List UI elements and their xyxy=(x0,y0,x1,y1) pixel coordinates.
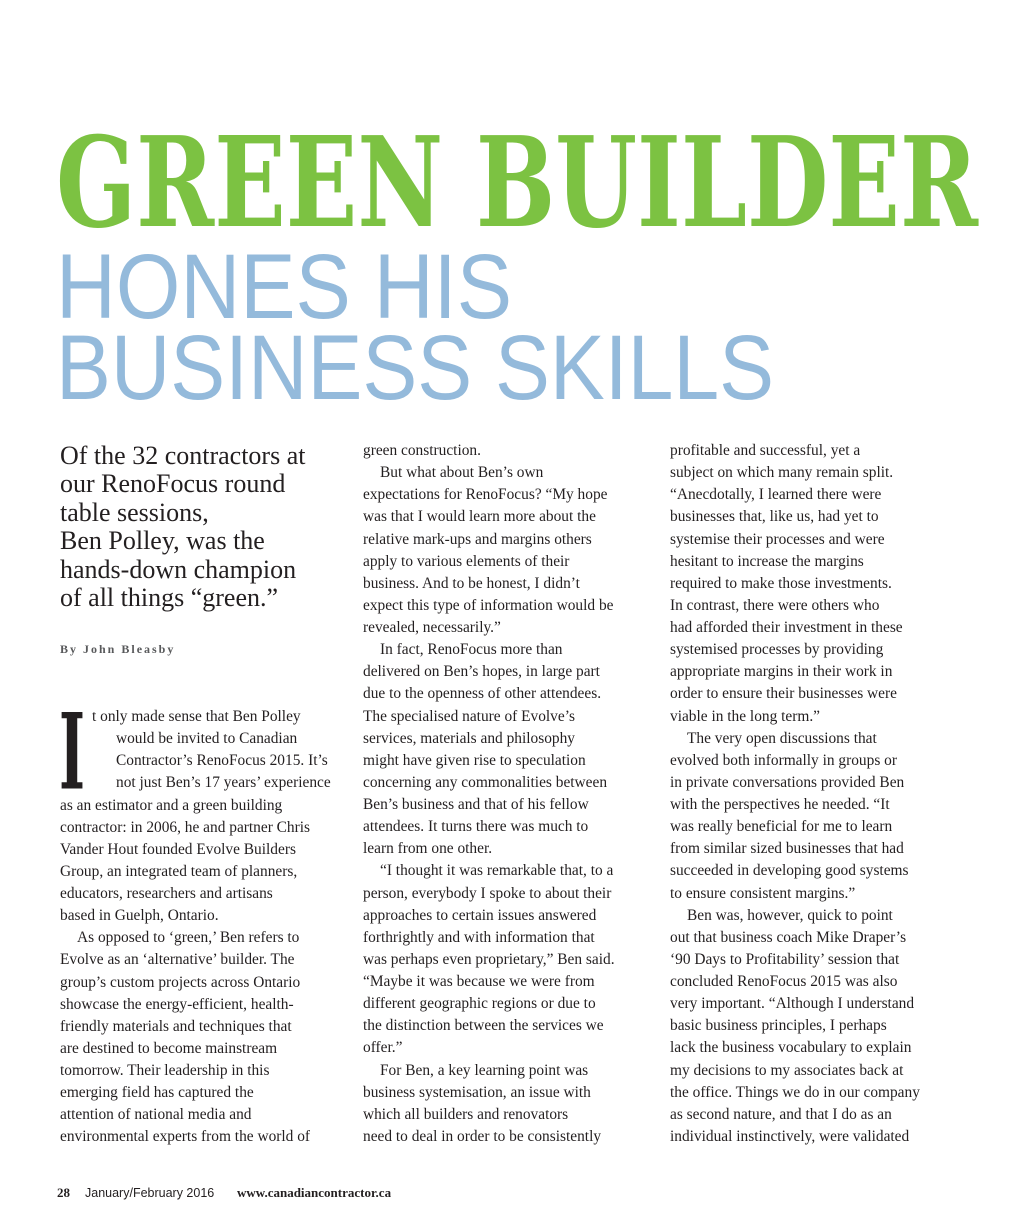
body-line: group’s custom projects across Ontario xyxy=(60,973,301,991)
body-line: need to deal in order to be consistently xyxy=(363,1127,602,1145)
body-line: Vander Hout founded Evolve Builders xyxy=(60,840,296,858)
body-line: due to the openness of other attendees. xyxy=(363,685,602,703)
body-line: person, everybody I spoke to about their xyxy=(363,884,612,902)
body-line: systemise their processes and were xyxy=(670,530,885,548)
body-line: Group, an integrated team of planners, xyxy=(60,862,298,880)
body-line: friendly materials and techniques that xyxy=(60,1017,292,1035)
body-line: showcase the energy-efficient, health- xyxy=(60,995,294,1013)
headline xyxy=(0,100,1024,420)
headline-title: GREEN BUILDER xyxy=(56,110,979,256)
body-line: might have given rise to speculation xyxy=(363,751,586,769)
website-url: www.canadiancontractor.ca xyxy=(237,1185,392,1200)
body-line: Ben’s business and that of his fellow xyxy=(363,796,589,813)
body-line: my decisions to my associates back at xyxy=(670,1061,904,1079)
body-line: attention of national media and xyxy=(60,1106,252,1124)
body-line: as an estimator and a green building xyxy=(60,796,283,814)
body-line: evolved both informally in groups or xyxy=(670,751,897,769)
deck-line: of all things “green.” xyxy=(60,582,279,612)
body-line: relative mark-ups and margins others xyxy=(363,530,592,548)
body-line: concluded RenoFocus 2015 was also xyxy=(670,973,898,990)
body-line: Evolve as an ‘alternative’ builder. The xyxy=(60,951,295,969)
body-line: was perhaps even proprietary,” Ben said. xyxy=(363,950,615,968)
body-line: with the perspectives he needed. “It xyxy=(670,796,890,813)
body-line: educators, researchers and artisans xyxy=(60,885,273,902)
body-line: attendees. It turns there was much to xyxy=(363,818,589,836)
body-line: based in Guelph, Ontario. xyxy=(60,907,219,925)
body-line: was that I would learn more about the xyxy=(363,508,596,526)
body-line: would be invited to Canadian xyxy=(116,730,298,748)
body-line: succeeded in developing good systems xyxy=(670,862,909,880)
page-footer xyxy=(0,1185,1024,1201)
body-line: required to make those investments. xyxy=(670,574,892,592)
body-line: from similar sized businesses that had xyxy=(670,840,904,858)
body-line: For Ben, a key learning point was xyxy=(380,1061,589,1079)
body-line: tomorrow. Their leadership in this xyxy=(60,1062,270,1079)
body-line: appropriate margins in their work in xyxy=(670,663,893,681)
deck-line: Of the 32 contractors at xyxy=(60,441,306,470)
body-line: expect this type of information would be xyxy=(363,596,614,614)
body-line: profitable and successful, yet a xyxy=(670,442,861,459)
body-line: subject on which many remain split. xyxy=(670,464,894,482)
deck xyxy=(60,442,345,612)
body-line: hesitant to increase the margins xyxy=(670,552,864,570)
body-line: forthrightly and with information that xyxy=(363,928,595,946)
body-line: delivered on Ben’s hopes, in large part xyxy=(363,663,600,681)
body-line: business systemisation, an issue with xyxy=(363,1083,591,1101)
byline: By John Bleasby xyxy=(60,642,176,656)
body-line: was really beneficial for me to learn xyxy=(670,818,893,836)
body-line: contractor: in 2006, he and partner Chris xyxy=(60,818,311,836)
article-column-1 xyxy=(60,706,330,1149)
body-line: business. And to be honest, I didn’t xyxy=(363,574,580,592)
body-line: Contractor’s RenoFocus 2015. It’s xyxy=(116,752,328,770)
deck-line: hands-down champion xyxy=(60,554,297,584)
body-line: environmental experts from the world of xyxy=(60,1128,311,1146)
body-line: “I thought it was remarkable that, to a xyxy=(380,862,614,880)
body-line: very important. “Although I understand xyxy=(670,995,915,1013)
body-line: ‘90 Days to Profitability’ session that xyxy=(670,950,900,968)
body-line: which all builders and renovators xyxy=(363,1105,569,1123)
deck-line: table sessions, xyxy=(60,497,209,527)
body-line: “Anecdotally, I learned there were xyxy=(670,486,882,504)
body-line: had afforded their investment in these xyxy=(670,619,903,636)
body-line: lack the business vocabulary to explain xyxy=(670,1039,912,1057)
body-line: learn from one other. xyxy=(363,840,493,858)
body-line: not just Ben’s 17 years’ experience xyxy=(116,774,331,792)
body-line: viable in the long term.” xyxy=(670,707,821,725)
page-number: 28 xyxy=(57,1185,70,1200)
article-column-2 xyxy=(363,440,638,1148)
body-line: The specialised nature of Evolve’s xyxy=(363,707,575,725)
body-line: expectations for RenoFocus? “My hope xyxy=(363,486,608,504)
deck-line: our RenoFocus round xyxy=(60,469,286,499)
drop-cap-letter: I xyxy=(59,689,85,814)
body-line: different geographic regions or due to xyxy=(363,995,596,1013)
body-line: emerging field has captured the xyxy=(60,1084,254,1102)
body-line: the distinction between the services we xyxy=(363,1017,604,1035)
body-line: The very open discussions that xyxy=(687,729,877,747)
body-line: as second nature, and that I do as an xyxy=(670,1105,892,1123)
body-line: But what about Ben’s own xyxy=(380,464,544,482)
body-line: services, materials and philosophy xyxy=(363,729,575,747)
body-line: green construction. xyxy=(363,442,481,459)
body-line: basic business principles, I perhaps xyxy=(670,1017,887,1035)
body-line: concerning any commonalities between xyxy=(363,773,608,791)
headline-subtitle-line-2: BUSINESS SKILLS xyxy=(56,317,774,419)
body-line: systemised processes by providing xyxy=(670,641,884,659)
headline-subtitle-line-1: HONES HIS xyxy=(56,236,512,338)
issue-date: January/February 2016 xyxy=(85,1186,215,1200)
body-line: order to ensure their businesses were xyxy=(670,685,897,703)
body-line: individual instinctively, were validated xyxy=(670,1127,910,1145)
body-line: are destined to become mainstream xyxy=(60,1039,278,1057)
body-line: t only made sense that Ben Polley xyxy=(92,708,301,725)
deck-line: Ben Polley, was the xyxy=(60,526,265,556)
body-line: in private conversations provided Ben xyxy=(670,773,905,791)
article-column-3 xyxy=(670,440,945,1148)
body-line: As opposed to ‘green,’ Ben refers to xyxy=(77,929,300,947)
drop-cap xyxy=(58,689,92,814)
body-line: out that business coach Mike Draper’s xyxy=(670,928,907,946)
body-line: offer.” xyxy=(363,1039,403,1057)
body-line: Ben was, however, quick to point xyxy=(687,906,893,924)
body-line: to ensure consistent margins.” xyxy=(670,884,856,902)
body-line: approaches to certain issues answered xyxy=(363,906,597,924)
body-line: the office. Things we do in our company xyxy=(670,1083,920,1101)
body-line: In fact, RenoFocus more than xyxy=(380,641,563,659)
body-line: apply to various elements of their xyxy=(363,552,570,570)
body-line: “Maybe it was because we were from xyxy=(363,973,595,990)
body-line: In contrast, there were others who xyxy=(670,596,880,614)
body-line: revealed, necessarily.” xyxy=(363,619,501,636)
body-line: businesses that, like us, had yet to xyxy=(670,508,879,526)
